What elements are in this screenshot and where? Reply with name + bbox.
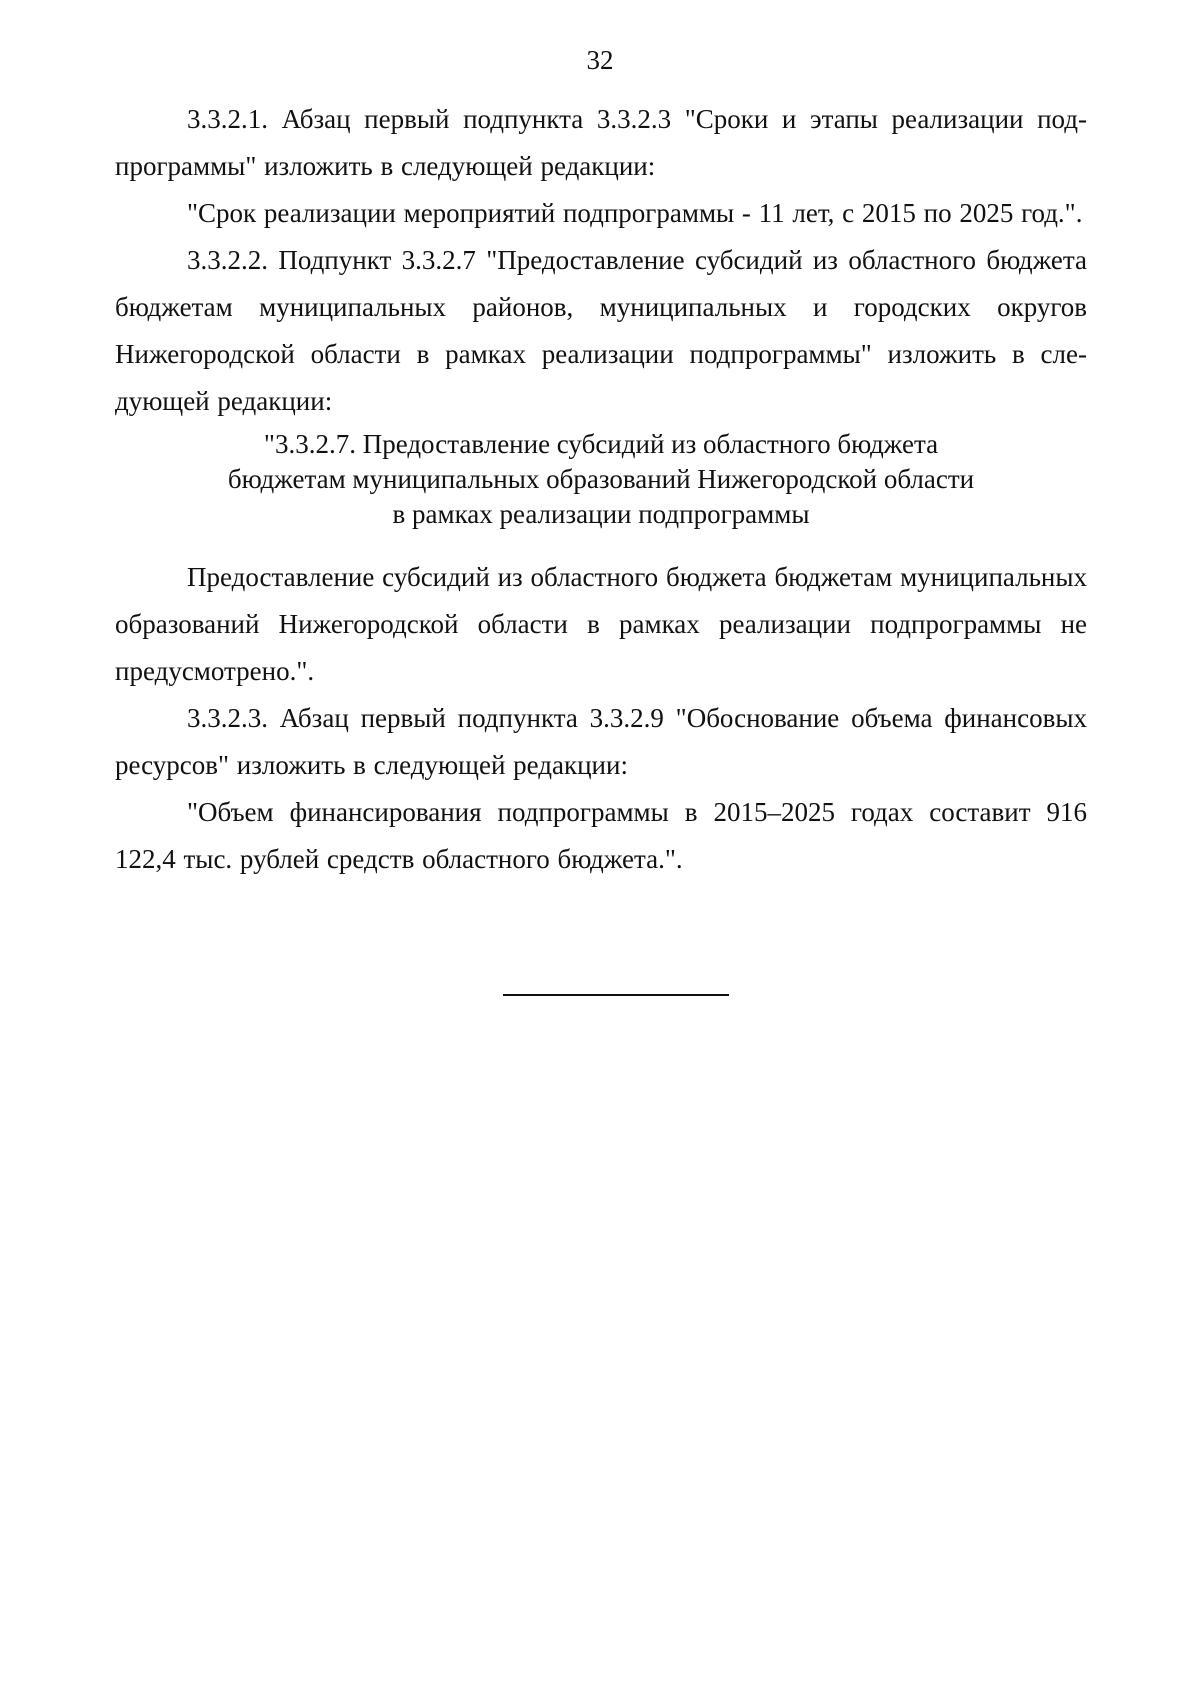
paragraph-financing-quote: "Объем финансирования подпрограммы в 2015–2025 годах составит 916 122,4 тыс. рублей средств областного бюджета.". xyxy=(115,797,1087,874)
section-heading-line-2: бюджетам муниципальных образований Нижегородской области xyxy=(227,464,975,494)
section-heading-line-1: "3.3.2.7. Предоставление субсидий из областного бюджета xyxy=(263,429,939,459)
paragraph-term-quote: "Срок реализации мероприятий подпрограммы - 11 лет, с 2015 по 2025 год.". xyxy=(187,198,1083,228)
end-of-document-rule xyxy=(503,994,729,996)
document-body xyxy=(115,96,1087,883)
section-heading-3-3-2-7 xyxy=(115,427,1087,532)
paragraph-3-3-2-3: 3.3.2.3. Абзац первый подпункта 3.3.2.9 "Обоснование объема финансовых ресурсов" изложить в следующей редакции: xyxy=(115,703,1087,780)
paragraph-subsidy-text: Предоставление субсидий из областного бюджета бюджетам муниципальных образований Нижегородской области в рамках реализации подпрограммы не предусмотрено.". xyxy=(115,562,1087,686)
page-number: 32 xyxy=(586,45,614,75)
section-heading-line-3: в рамках реализации подпрограммы xyxy=(392,499,810,529)
paragraph-3-3-2-1: 3.3.2.1. Абзац первый подпункта 3.3.2.3 "Сроки и этапы реализации подпрограммы" изложить в следующей редакции: xyxy=(115,104,1087,181)
paragraph-3-3-2-2: 3.3.2.2. Подпункт 3.3.2.7 "Предоставление субсидий из областного бюджета бюджетам муниципальных районов, муниципальных и городских округов Нижегородской области в рамках реализации подпрограммы" изложить в следующей редакции: xyxy=(115,245,1087,416)
